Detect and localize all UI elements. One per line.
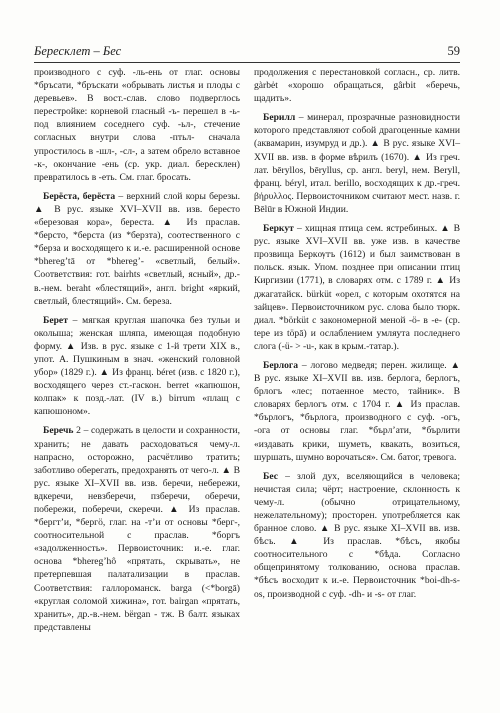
entry-headword: Беркут [263, 223, 294, 235]
entry-headword: Берлога [263, 359, 299, 371]
left-column [34, 66, 240, 640]
dictionary-entry [254, 111, 460, 216]
right-column [254, 66, 460, 607]
entry-headword: Беречь [43, 425, 74, 437]
entry-continuation [254, 66, 460, 105]
entry-headword: Бес [263, 470, 278, 482]
entry-headword: Берёста, берёста [43, 190, 116, 202]
dictionary-entry [34, 314, 240, 419]
entry-text: 2 – содержать в целости и сохранности, хранить; не давать расходоваться чему-л. напрасно, осторожно, расчётливо тратить; заботливо оберегать, предохранять от чего-л. ▲ В рус. языке XI–XVII вв. изв. беречи, небережи, вдкеречи, невзберечи, пзберечи, оберечи, побережи, поберечи, скеречи. ▲ Из праслав. *бергт’и, *бергö, глаг. на -т’и от основы *берг-, соотносительной с праслав. *боргъ «задолженность». Первоисточник: и.-е. глаг. основа *bhereg’hô «прятать, скрывать», не претерпевшая палатализации в праслав. Соответствия: галлороманск. barga (<*borgā) «круглая соломой хижина», гот. bairgan «прятать, хранить», др.-в.-нем. bërgan - тж. В балт. языках представлены [34, 425, 240, 633]
page-number: 59 [447, 44, 460, 58]
entry-text: производного с суф. -ль-ень от глаг. основы *бръсати, *бръскати «обрывать листья и плоды с деревьев». В вост.-слав. слово подверглось перестройке: корневой гласный -ъ- перешел в -ь- под влиянием соседнего суф. -ьл-, стечение согласных внутри слова -птьл- сначала упростилось в -шл-, -сл-, а затем обрело вставное -к-, окончание -ень (ср. укр. диал. бересклен) превратилось в -еть. См. глаг. бросать. [34, 67, 240, 183]
entry-text: – минерал, прозрачные разновидности которого представляют собой драгоценные камни (аквамарин, изумруд и др.). ▲ В рус. языке XVI–XVII вв. изв. в форме вѣрилъ (1670). ▲ Из греч. лат. bēryllos, bēryllus, ср. англ. beryl, нем. Beryll, франц. béryl, итал. berillo, восходящих к др.-греч. βήρυλλος. Первоисточником считают мест. назв. г. Bēlūr в Южной Индии. [254, 112, 460, 215]
page-header [34, 40, 460, 63]
dictionary-entry [34, 190, 240, 308]
dictionary-entry [254, 222, 460, 353]
entry-headword: Берет [43, 314, 68, 326]
dictionary-entry [254, 470, 460, 601]
dictionary-entry [254, 359, 460, 464]
entry-text: – злой дух, вселяющийся в человека; нечистая сила; чёрт; настроение, склонность к чему-л. (обычно отрицательному, нежелательному); просторен. употребляется как бранное слово. ▲ В рус. языке XI–XVII вв. изв. бѣсъ. ▲ Из праслав. *бѣсъ, якобы соотносительного с *бѣда. Согласно общепринятому толкованию, основа праслав. *бѣсъ восходит к и.-е. Первоисточник *boi-dh-s-os, производной с суф. -dh- и -s- от глаг. [254, 470, 460, 600]
entry-text: – логово медведя; перен. жилище. ▲ В рус. языке XI–XVII вв. изв. берлога, берлогъ, брлогъ «лес; потаенное место, тайник». В словарях берлогъ отм. с 1704 г. ▲ Из праслав. *бърлогъ, *бърлога, производного с суф. -огъ, -ога от основы глаг. *бърл’ати, *бърлити «издавать крики, шуметь, квакать, возиться, шуршать, шумно ворочаться». См. батог, тревога. [254, 359, 460, 463]
dictionary-entry [34, 424, 240, 634]
entry-text: – мягкая круглая шапочка без тульи и околыша; женская шляпа, имеющая подобную форму. ▲ Изв. в рус. языке с 1-й трети XIX в., упот. А. Пушкиным в знач. «женский головной убор» (1829 г.). ▲ Из франц. béret (изв. с 1820 г.), восходящего через ст.-гаскон. berret «капюшон, колпак» к позд.-лат. (IV в.) birrum «плащ с капюшоном». [34, 314, 240, 418]
entry-text: – верхний слой коры березы. ▲ В рус. языке XVI–XVII вв. изв. береcто «березовая кора», береста. ▲ Из праслав. *берсто, *берста (из *берзта), соотественного с *берза и восходящего к и.-е. расширенной основе *bhereg’tā от *bhereg’- «светлый, белый». Соответствия: гот. bairhts «светлый, ясный», др.-в.-нем. beraht «блестящий», англ. bright «яркий, светлый, блестящий». См. береза. [34, 190, 240, 307]
entry-text: продолжения с перестановкой согласн., ср. литв. gàrbėt «хорошо обращаться, gârbit «беречь, щадить». [254, 67, 460, 105]
entry-text: – хищная птица сем. ястребиных. ▲ В рус. языке XVI–XVII вв. уже изв. в качестве прозвища Беркѹтъ (1612) и был заимствован в польск. язык. Упом. позднее при описании птиц Киргизии (1771), в словарях отм. с 1789 г. ▲ Из джагатайск. bürküt «орел, с которым охотятся на зайцев». Первоисточником рус. слова было тюрк. диал. *börküt с закономерной меной -ö- в -е- (ср. tepe из töpā) и ослаблением умляута последнего слога (-ü- > -u-, как в крым.-татар.). [254, 223, 460, 352]
entry-headword: Берилл [263, 112, 296, 124]
running-title: Бересклет – Бес [34, 44, 122, 58]
entry-continuation [34, 66, 240, 184]
